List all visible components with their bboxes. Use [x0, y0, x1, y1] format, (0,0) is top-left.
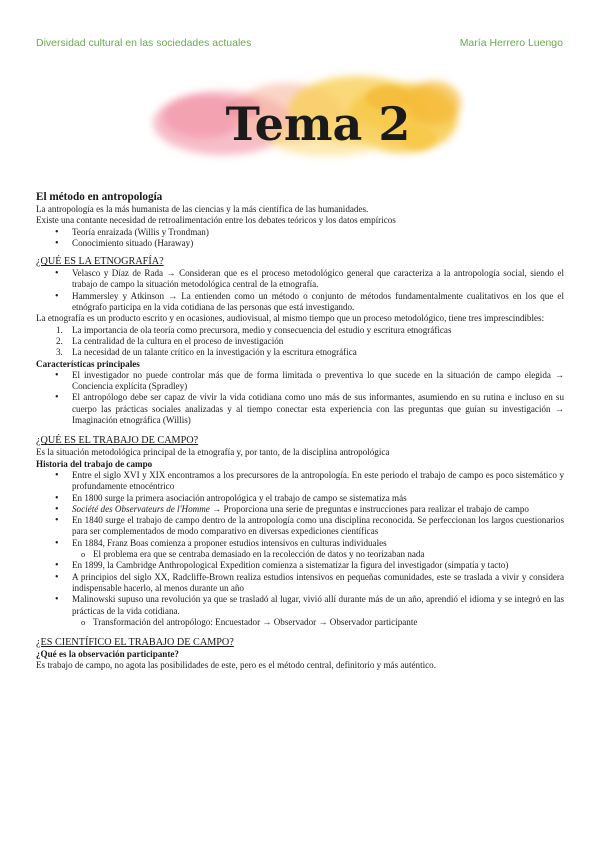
list-item: • Teoría enraizada (Willis y Trondman)	[36, 227, 564, 238]
section-title-scientific: ¿ES CIENTÍFICO EL TRABAJO DE CAMPO?	[36, 637, 234, 649]
paragraph: Es trabajo de campo, no agota las posibilidades de este, pero es el método central, definitorio y más auténtico.	[36, 660, 437, 671]
sub-list-item: o El problema era que se centraba demasiado en la recolección de datos y no teorizaban nada	[36, 549, 564, 560]
subheading: Características principales	[36, 358, 140, 369]
section-title-method: El método en antropología	[36, 191, 163, 203]
list-item: 1. La importancia de ola teoría como precursora, medio y consecuencia del estudio y escritura etnográficas	[56, 324, 452, 335]
subheading: Historia del trabajo de campo	[36, 458, 153, 469]
bullet-list	[36, 370, 564, 426]
list-item: • En 1800 surge la primera asociación antropológica y el trabajo de campo se sistematiza más	[36, 493, 564, 504]
title-banner	[148, 68, 466, 168]
list-item: 3. La necesidad de un talante crítico en la investigación y la escritura etnográfica	[56, 347, 357, 358]
banner-title: Tema 2	[225, 97, 411, 151]
section-title-fieldwork: ¿QUÉ ES EL TRABAJO DE CAMPO?	[36, 435, 199, 447]
sub-list	[36, 617, 564, 628]
bullet-list	[36, 268, 564, 313]
paragraph: La antropología es la más humanista de las ciencias y la más científica de las humanidades.	[36, 204, 369, 214]
watercolor-banner-image	[148, 68, 466, 168]
list-item: • El antropólogo debe ser capaz de vivir la vida cotidiana como uno más de sus informantes, asumiendo en su rutina e incluso en su cuerpo las prácticas sociales analizadas y al tiempo conectar esta experiencia con las preguntas que guían su investigación → Imaginación etnográfica (Willis)	[36, 392, 564, 426]
section-title-ethnography: ¿QUÉ ES LA ETNOGRAFÍA?	[36, 256, 164, 268]
list-item: • Hammersley y Atkinson → La entienden como un método o conjunto de métodos fundamentalmente cualitativos en los que el etnógrafo participa en la vida cotidiana de las personas que está investigando.	[36, 291, 564, 314]
list-item: • Velasco y Díaz de Rada → Consideran que es el proceso metodológico general que caracteriza a la antropología social, siendo el trabajo de campo la situación metodológica central de la etnografía.	[36, 268, 564, 291]
paragraph: Es la situación metodológica principal de la etnografía y, por tanto, de la disciplina antropológica	[36, 447, 390, 458]
list-item: • En 1840 surge el trabajo de campo dentro de la antropología como una disciplina reconocida. Se perfeccionan los largos cuestionarios para ser complementados de modo comparativo en diversas expediciones científicas	[36, 515, 564, 538]
list-item: • En 1899, la Cambridge Anthropological Expedition comienza a sistematizar la figura del investigador (simpatía y tacto)	[36, 560, 564, 571]
paragraph: Existe una contante necesidad de retroalimentación entre los debates teóricos y los datos empíricos	[36, 215, 396, 226]
list-item: • En 1884, Franz Boas comienza a proponer estudios intensivos en culturas individuales o El problema era que se centraba demasiado en la recolección de datos y no teorizaban nada	[36, 538, 564, 561]
header-course-title: Diversidad cultural en las sociedades actuales	[36, 37, 252, 49]
list-item: • Entre el siglo XVI y XIX encontramos a los precursores de la antropología. En este periodo el trabajo de campo es poco sistemático y profundamente etnocéntrico	[36, 470, 564, 493]
sub-list-item: o Transformación del antropólogo: Encuestador → Observador → Observador participante	[36, 617, 564, 628]
list-item: • Conocimiento situado (Haraway)	[36, 238, 564, 249]
list-item: • Malinowski supuso una revolución ya que se trasladó al lugar, vivió allí durante más de un año, aprendió el idioma y se integró en las prácticas de la vida cotidiana. o Transformación del antropólogo: Encuestador → Observador → Observador participante	[36, 594, 564, 628]
document-body	[36, 191, 564, 672]
list-item: 2. La centralidad de la cultura en el proceso de investigación	[56, 335, 284, 346]
list-item: • Société des Observateurs de l'Homme → Proporciona una serie de preguntas e instrucciones para realizar el trabajo de campo	[36, 504, 564, 515]
numbered-list	[36, 325, 564, 359]
paragraph: La etnografía es un producto escrito y en ocasiones, audiovisual, al mismo tiempo que un proceso metodológico, tiene tres imprescindibles:	[36, 313, 545, 324]
bullet-list	[36, 470, 564, 628]
list-item: • A principios del siglo XX, Radcliffe-Brown realiza estudios intensivos en pequeñas comunidades, este se traslada a vivir y considera indispensable hacerlo, al menos durante un año	[36, 572, 564, 595]
list-item: • El investigador no puede controlar más que de forma limitada o preventiva lo que sucede en la situación de campo elegida → Conciencia explícita (Spradley)	[36, 370, 564, 393]
header-author: María Herrero Luengo	[459, 37, 563, 49]
bullet-list	[36, 227, 564, 250]
sub-list	[36, 549, 564, 560]
subheading: ¿Qué es la observación participante?	[36, 649, 179, 660]
